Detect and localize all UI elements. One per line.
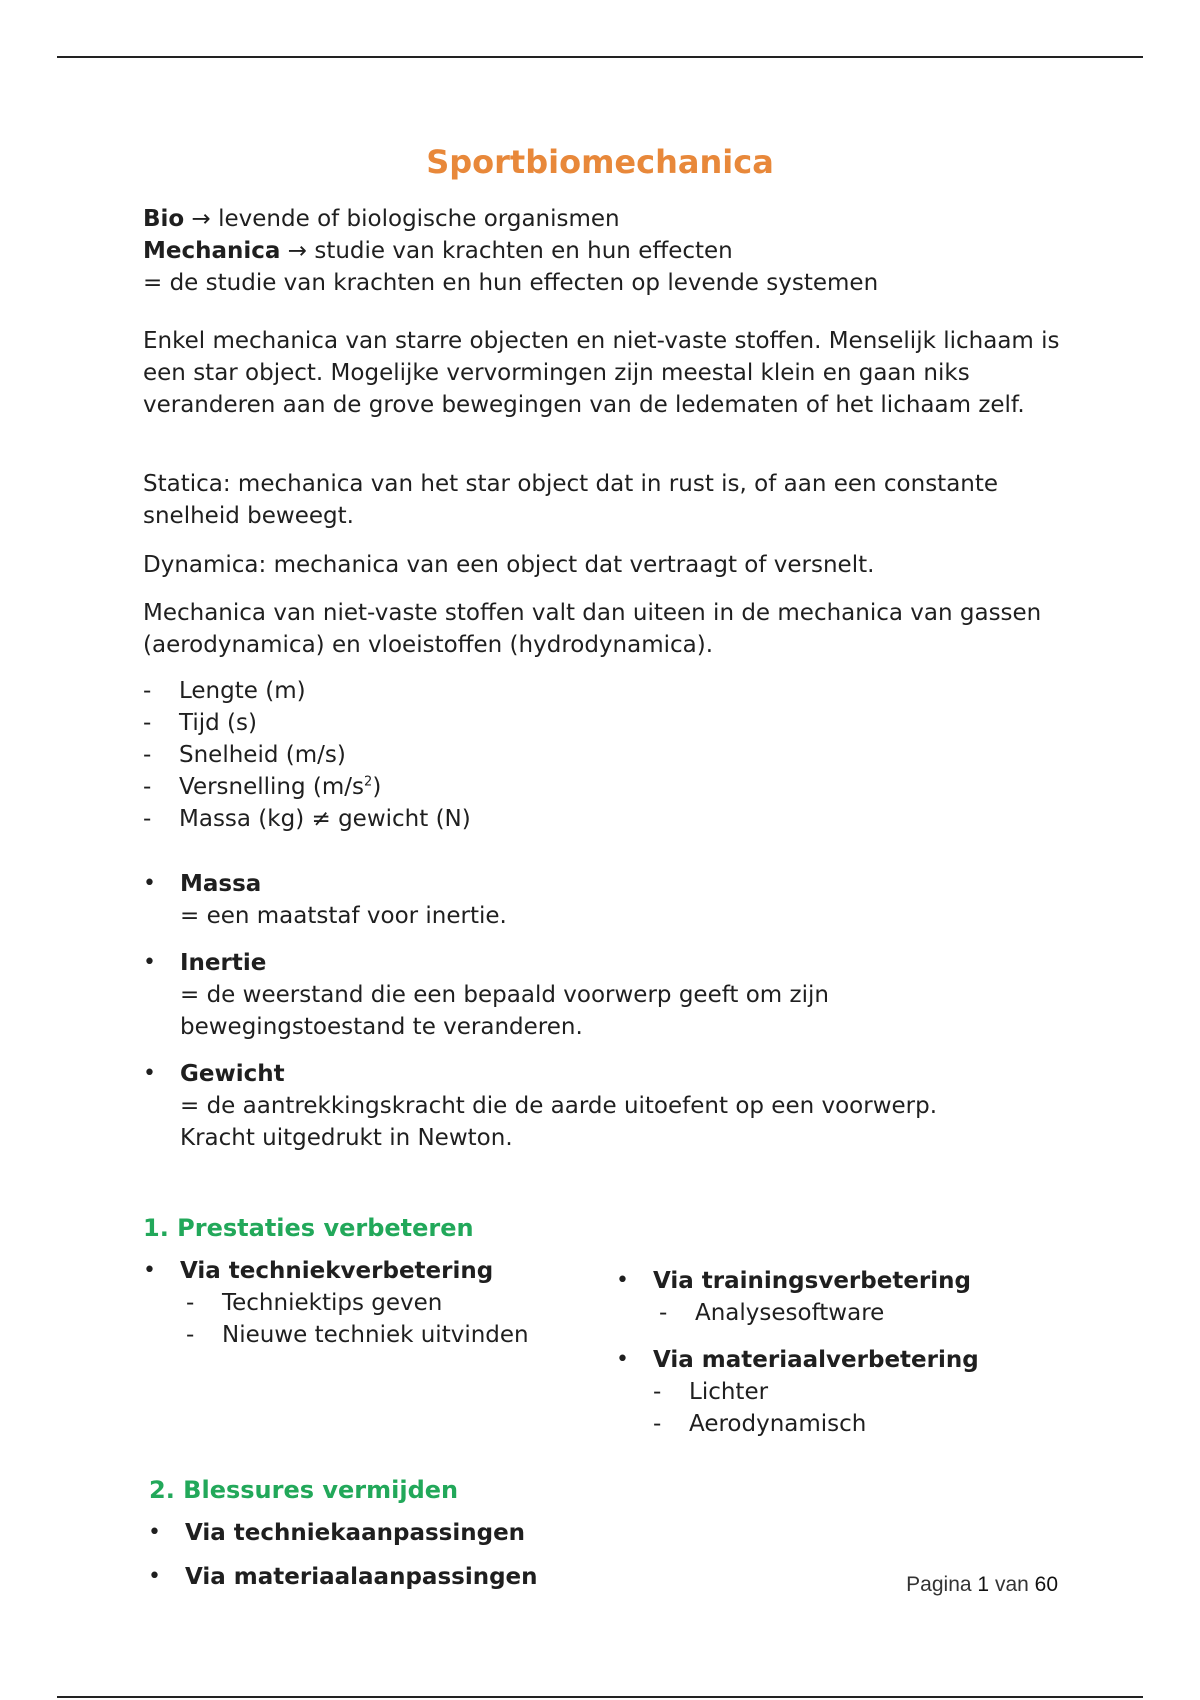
materiaalverbetering-group <box>616 1344 1076 1440</box>
bullet-marker: • <box>143 1258 156 1283</box>
page-number-total: 60 <box>1034 1573 1058 1596</box>
dash-marker: - <box>143 678 152 704</box>
bullet-marker: • <box>143 871 156 896</box>
top-rule <box>57 56 1143 58</box>
dash-marker: - <box>143 774 152 800</box>
bullet-marker: • <box>148 1564 161 1589</box>
definitions-block <box>143 203 1063 299</box>
concept-line: = een maatstaf voor inertie. <box>180 903 507 929</box>
definition-text: levende of biologische organismen <box>218 206 620 232</box>
page-number-prefix: Pagina <box>906 1573 972 1596</box>
trainingsverbetering-group <box>616 1265 1076 1329</box>
page-number-mid: van <box>994 1573 1029 1596</box>
dash-marker: - <box>143 742 152 768</box>
paragraph-starre-objecten: Enkel mechanica van starre objecten en niet-vaste stoffen. Menselijk lichaam is een star object. Mogelijke vervormingen zijn meestal klein en gaan niks veranderen aan de grove bewegingen van de ledematen of het lichaam zelf. <box>143 328 1060 418</box>
concept-line: = de weerstand die een bepaald voorwerp geeft om zijn <box>180 982 829 1008</box>
dash-marker: - <box>186 1322 195 1348</box>
bullet-marker: • <box>148 1520 161 1545</box>
list-item <box>653 1408 1076 1440</box>
paragraph-statica: Statica: mechanica van het star object dat in rust is, of aan een constante snelheid beweegt. <box>143 471 999 529</box>
list-item <box>186 1287 593 1319</box>
page-number-current: 1 <box>977 1573 990 1596</box>
list-item <box>659 1297 1076 1329</box>
units-list <box>143 675 471 835</box>
unit-closing: ) <box>372 774 382 800</box>
list-item-text: Snelheid (m/s) <box>179 742 346 768</box>
dash-marker: - <box>653 1411 662 1437</box>
bullet-marker: • <box>616 1347 629 1372</box>
list-item <box>143 803 471 835</box>
concept-line: = de aantrekkingskracht die de aarde uitoefent op een voorwerp. <box>180 1093 938 1119</box>
definition-term: Mechanica <box>143 238 281 264</box>
list-item <box>143 771 471 803</box>
concept-gewicht <box>143 1058 1103 1154</box>
dash-marker: - <box>143 710 152 736</box>
bullet-marker: • <box>143 1061 156 1086</box>
list-item-text: Via materiaalaanpassingen <box>185 1564 538 1590</box>
unit-exponent: 2 <box>364 774 373 790</box>
definition-term: Bio <box>143 206 185 232</box>
list-item-text <box>179 771 381 803</box>
list-item <box>148 1517 748 1561</box>
page-title: Sportbiomechanica <box>426 143 774 181</box>
bottom-rule <box>57 1696 1143 1698</box>
page-number <box>906 1573 1058 1597</box>
concept-term: Gewicht <box>180 1061 285 1087</box>
concept-term: Massa <box>180 871 262 897</box>
list-item <box>186 1319 593 1351</box>
definition-row <box>143 203 1063 235</box>
concept-line: bewegingstoestand te veranderen. <box>180 1014 583 1040</box>
list-item-text: Aerodynamisch <box>689 1411 867 1437</box>
list-item <box>148 1561 748 1593</box>
dash-marker: - <box>186 1290 195 1316</box>
list-item-text: Massa (kg) ≠ gewicht (N) <box>179 806 471 832</box>
paragraph-niet-vaste-stoffen: Mechanica van niet-vaste stoffen valt dan uiteen in de mechanica van gassen (aerodynamica) en vloeistoffen (hydrodynamica). <box>143 600 1042 658</box>
blessures-list <box>148 1517 748 1593</box>
list-item <box>143 707 471 739</box>
dash-marker: - <box>653 1379 662 1405</box>
list-item-text: Lengte (m) <box>179 678 306 704</box>
definition-summary: = de studie van krachten en hun effecten op levende systemen <box>143 270 879 296</box>
unit-text: Versnelling (m/s <box>179 774 365 800</box>
concept-massa <box>143 868 1103 932</box>
list-item-text: Lichter <box>689 1379 769 1405</box>
list-item-text: Nieuwe techniek uitvinden <box>222 1322 529 1348</box>
concept-line: Kracht uitgedrukt in Newton. <box>180 1125 513 1151</box>
definition-row <box>143 235 1063 267</box>
list-item-text: Analysesoftware <box>695 1300 885 1326</box>
bullet-marker: • <box>143 950 156 975</box>
list-item <box>653 1376 1076 1408</box>
concept-inertie <box>143 947 1103 1043</box>
arrow-icon: → <box>287 238 308 264</box>
dash-marker: - <box>143 806 152 832</box>
arrow-icon: → <box>191 206 211 232</box>
paragraph-dynamica: Dynamica: mechanica van een object dat vertraagt of versnelt. <box>143 552 875 578</box>
section-heading-prestaties: 1. Prestaties verbeteren <box>143 1214 474 1242</box>
list-item-text: Techniektips geven <box>222 1290 443 1316</box>
techniekverbetering-group <box>143 1255 593 1351</box>
dash-marker: - <box>659 1300 668 1326</box>
list-item <box>143 739 471 771</box>
concept-term: Inertie <box>180 950 267 976</box>
group-title: Via techniekverbetering <box>180 1258 494 1284</box>
section-heading-blessures: 2. Blessures vermijden <box>149 1476 459 1504</box>
group-title: Via materiaalverbetering <box>653 1347 979 1373</box>
list-item-text: Tijd (s) <box>179 710 257 736</box>
definition-text: studie van krachten en hun effecten <box>314 238 733 264</box>
list-item-text: Via techniekaanpassingen <box>185 1520 526 1546</box>
list-item <box>143 675 471 707</box>
bullet-marker: • <box>616 1268 629 1293</box>
group-title: Via trainingsverbetering <box>653 1268 971 1294</box>
